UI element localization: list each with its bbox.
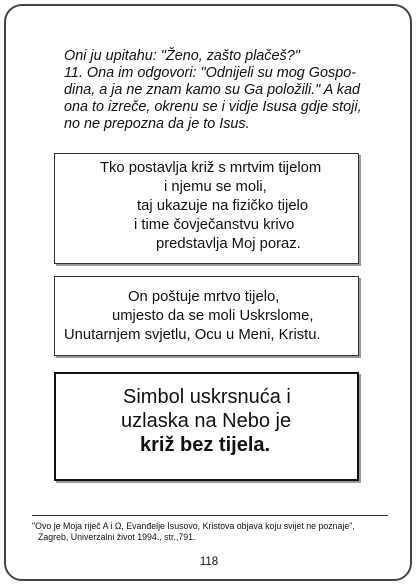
- quote-line: On poštuje mrtvo tijelo,: [128, 289, 280, 305]
- page-number: 118: [199, 556, 219, 568]
- quote-line: umjesto da se moli Uskrslome,: [112, 308, 314, 324]
- footnote-divider: [32, 515, 388, 516]
- scripture-line: ona to izreče, okrenu se i vidje Isusa gdje stoji,: [64, 99, 362, 115]
- quote-line: Unutarnjem svjetlu, Ocu u Meni, Kristu.: [64, 327, 321, 343]
- quote-line: i njemu se moli,: [164, 179, 267, 195]
- scripture-line: Oni ju upitahu: "Ženo, zašto plačeš?": [64, 48, 300, 64]
- quote-box-dead-body: [54, 276, 359, 356]
- quote-line: i time čovječanstvu krivo: [134, 217, 295, 233]
- scripture-line: no ne prepozna da je to Isus.: [64, 116, 250, 132]
- quote-box-crucifix: [54, 153, 359, 264]
- footnote-line: Zagreb, Univerzalni život 1994., str.,791.: [38, 532, 196, 542]
- quote-line: taj ukazuje na fizičko tijelo: [137, 198, 309, 214]
- scripture-line: 11. Ona im odgovori: "Odnijeli su mog Gospo-: [64, 65, 356, 81]
- scripture-passage: [64, 48, 376, 133]
- symbol-line: uzlaska na Nebo je: [121, 410, 292, 432]
- footnote-line: "Ovo je Moja riječ A i Ω, Evanđelje Isusovo, Kristova objava koju svijet ne poznaje",: [32, 521, 355, 531]
- scripture-line: dina, a ja ne znam kamo su Ga položili." A kad: [64, 82, 361, 98]
- symbol-line: Simbol uskrsnuća i: [123, 386, 291, 408]
- quote-box-symbol: [54, 372, 359, 481]
- footnote: [32, 521, 394, 543]
- quote-line: Tko postavlja križ s mrtvim tijelom: [100, 160, 322, 176]
- quote-line: predstavlja Moj poraz.: [156, 236, 301, 252]
- symbol-line-emphasis: križ bez tijela.: [140, 434, 271, 456]
